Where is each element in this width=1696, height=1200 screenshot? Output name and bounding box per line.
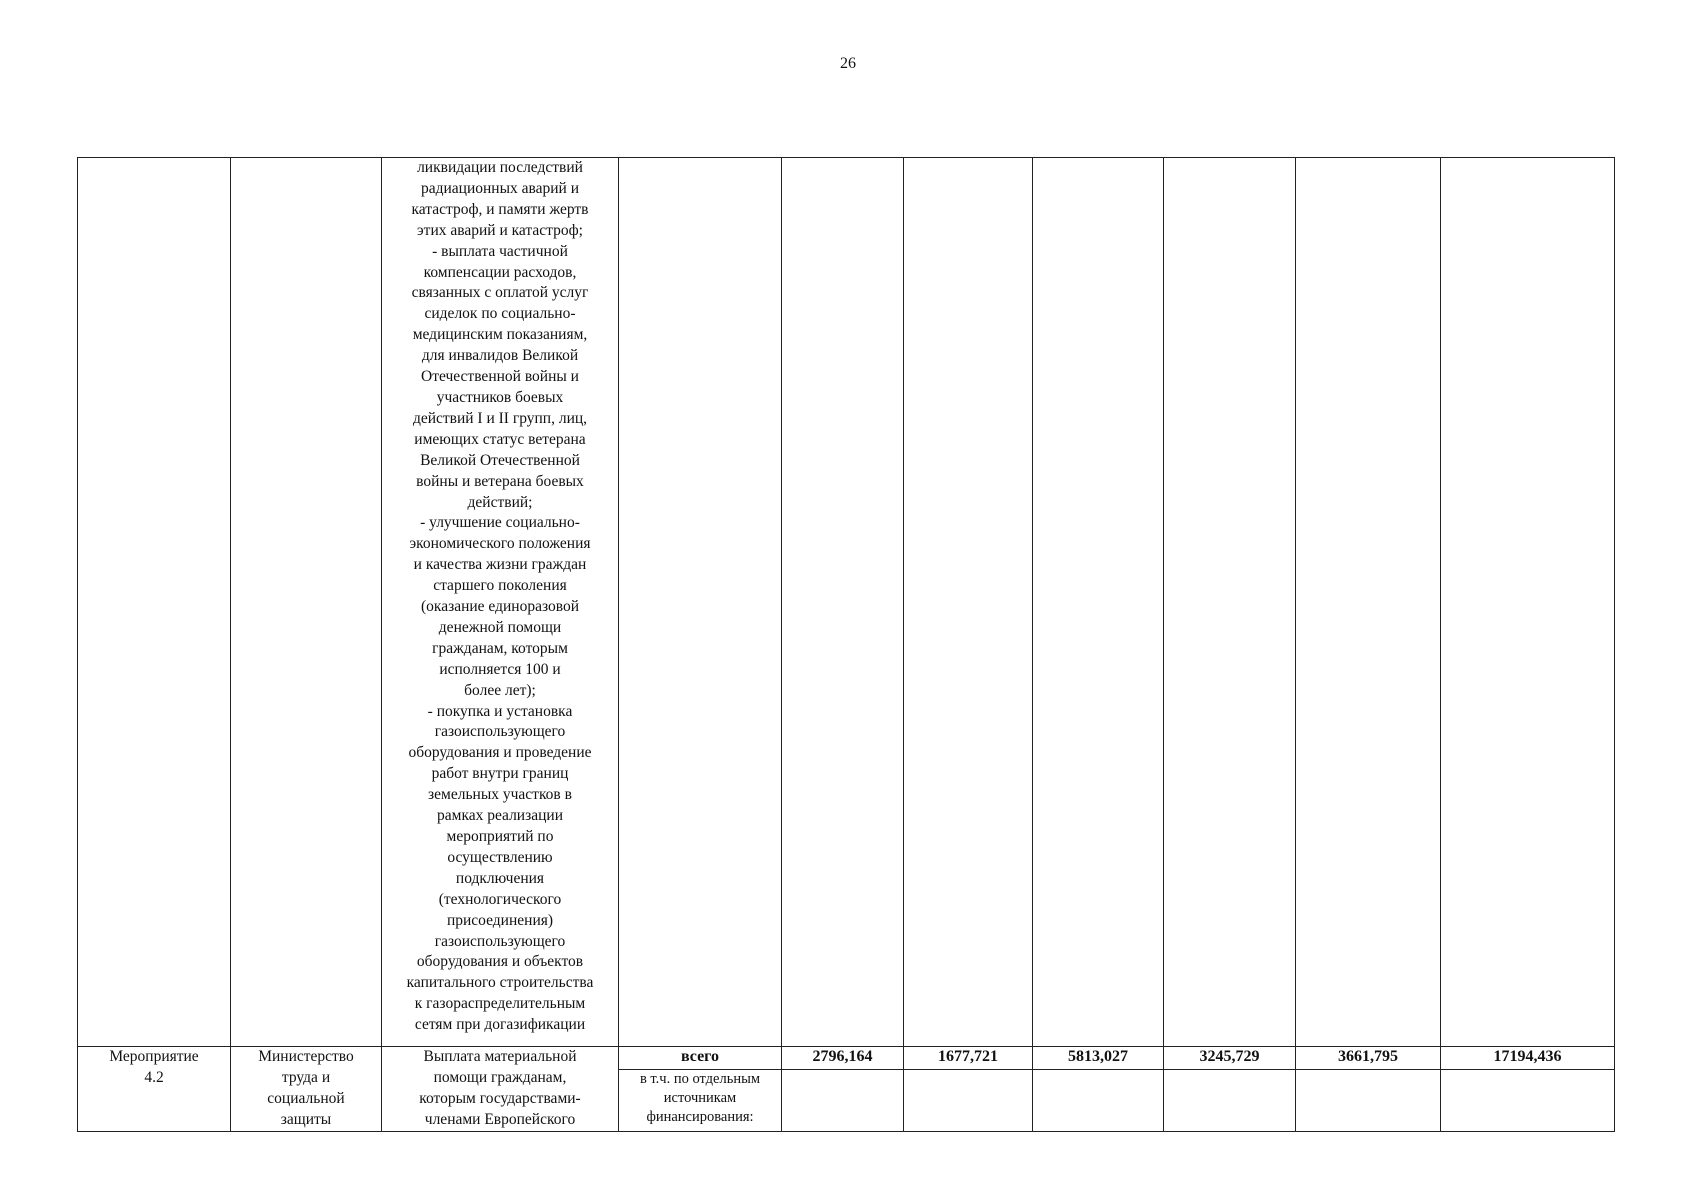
cell-total — [1441, 158, 1615, 1047]
cell-value-3 — [1033, 1047, 1164, 1070]
cell-year-5 — [1296, 158, 1441, 1047]
value-2: 1677,721 — [938, 1048, 998, 1065]
cell-empty — [782, 1070, 904, 1131]
cell-description — [382, 158, 619, 1047]
total-label: всего — [680, 1048, 720, 1065]
event-executor: Министерство труда и социальной защиты — [258, 1048, 354, 1128]
page-number: 26 — [840, 55, 856, 72]
cell-value-5 — [1296, 1047, 1441, 1070]
cell-source — [619, 158, 782, 1047]
value-1: 2796,164 — [812, 1048, 873, 1065]
cell-sources — [619, 1070, 782, 1131]
continued-description: ликвидации последствий радиационных аварий и катастроф, и памяти жертв этих аварий и катастроф; - выплата частичной компенсации расходов, связанных с оплатой услуг сиделок по социально- медицинским показаниям, для инвалидов Великой Отечественной войны и участников боевых действий I и II групп, лиц, имеющих статус ветерана Великой Отечественной войны и ветерана боевых действий; - улучшение социально- экономического положения и качества жизни граждан старшего поколения (оказание единоразовой денежной помощи гражданам, которым исполняется 100 и более лет); - покупка и установка газоиспользующего оборудования и проведение работ внутри границ земельных участков в рамках реализации мероприятий по осуществлению подключения (технологического присоединения) газоиспользующего оборудования и объектов капитального строительства к газораспределительным сетям при догазификации — [406, 159, 594, 1034]
value-4: 3245,729 — [1199, 1048, 1260, 1065]
cell-empty — [1033, 1070, 1164, 1131]
value-total: 17194,436 — [1493, 1048, 1562, 1065]
table-row-event — [78, 1047, 1615, 1070]
cell-executor — [231, 158, 382, 1047]
cell-description — [382, 1047, 619, 1132]
cell-event-name — [78, 158, 231, 1047]
cell-value-2 — [904, 1047, 1033, 1070]
cell-empty — [904, 1070, 1033, 1131]
event-name: Мероприятие 4.2 — [109, 1048, 199, 1086]
cell-year-1 — [782, 158, 904, 1047]
cell-value-1 — [782, 1047, 904, 1070]
table-row-continuation — [78, 158, 1615, 1047]
value-5: 3661,795 — [1338, 1048, 1398, 1065]
cell-empty — [1441, 1070, 1615, 1131]
cell-year-3 — [1033, 158, 1164, 1047]
cell-year-2 — [904, 158, 1033, 1047]
cell-executor — [231, 1047, 382, 1132]
cell-year-4 — [1164, 158, 1296, 1047]
sources-label: в т.ч. по отдельным источникам финансирования: — [639, 1071, 761, 1126]
value-3: 5813,027 — [1068, 1048, 1128, 1065]
event-description: Выплата материальной помощи гражданам, которым государствами- членами Европейского — [419, 1048, 581, 1128]
program-table — [77, 157, 1615, 1132]
cell-source-total — [619, 1047, 782, 1070]
cell-empty — [1296, 1070, 1441, 1131]
cell-value-4 — [1164, 1047, 1296, 1070]
cell-event-name — [78, 1047, 231, 1132]
cell-empty — [1164, 1070, 1296, 1131]
cell-value-total — [1441, 1047, 1615, 1070]
